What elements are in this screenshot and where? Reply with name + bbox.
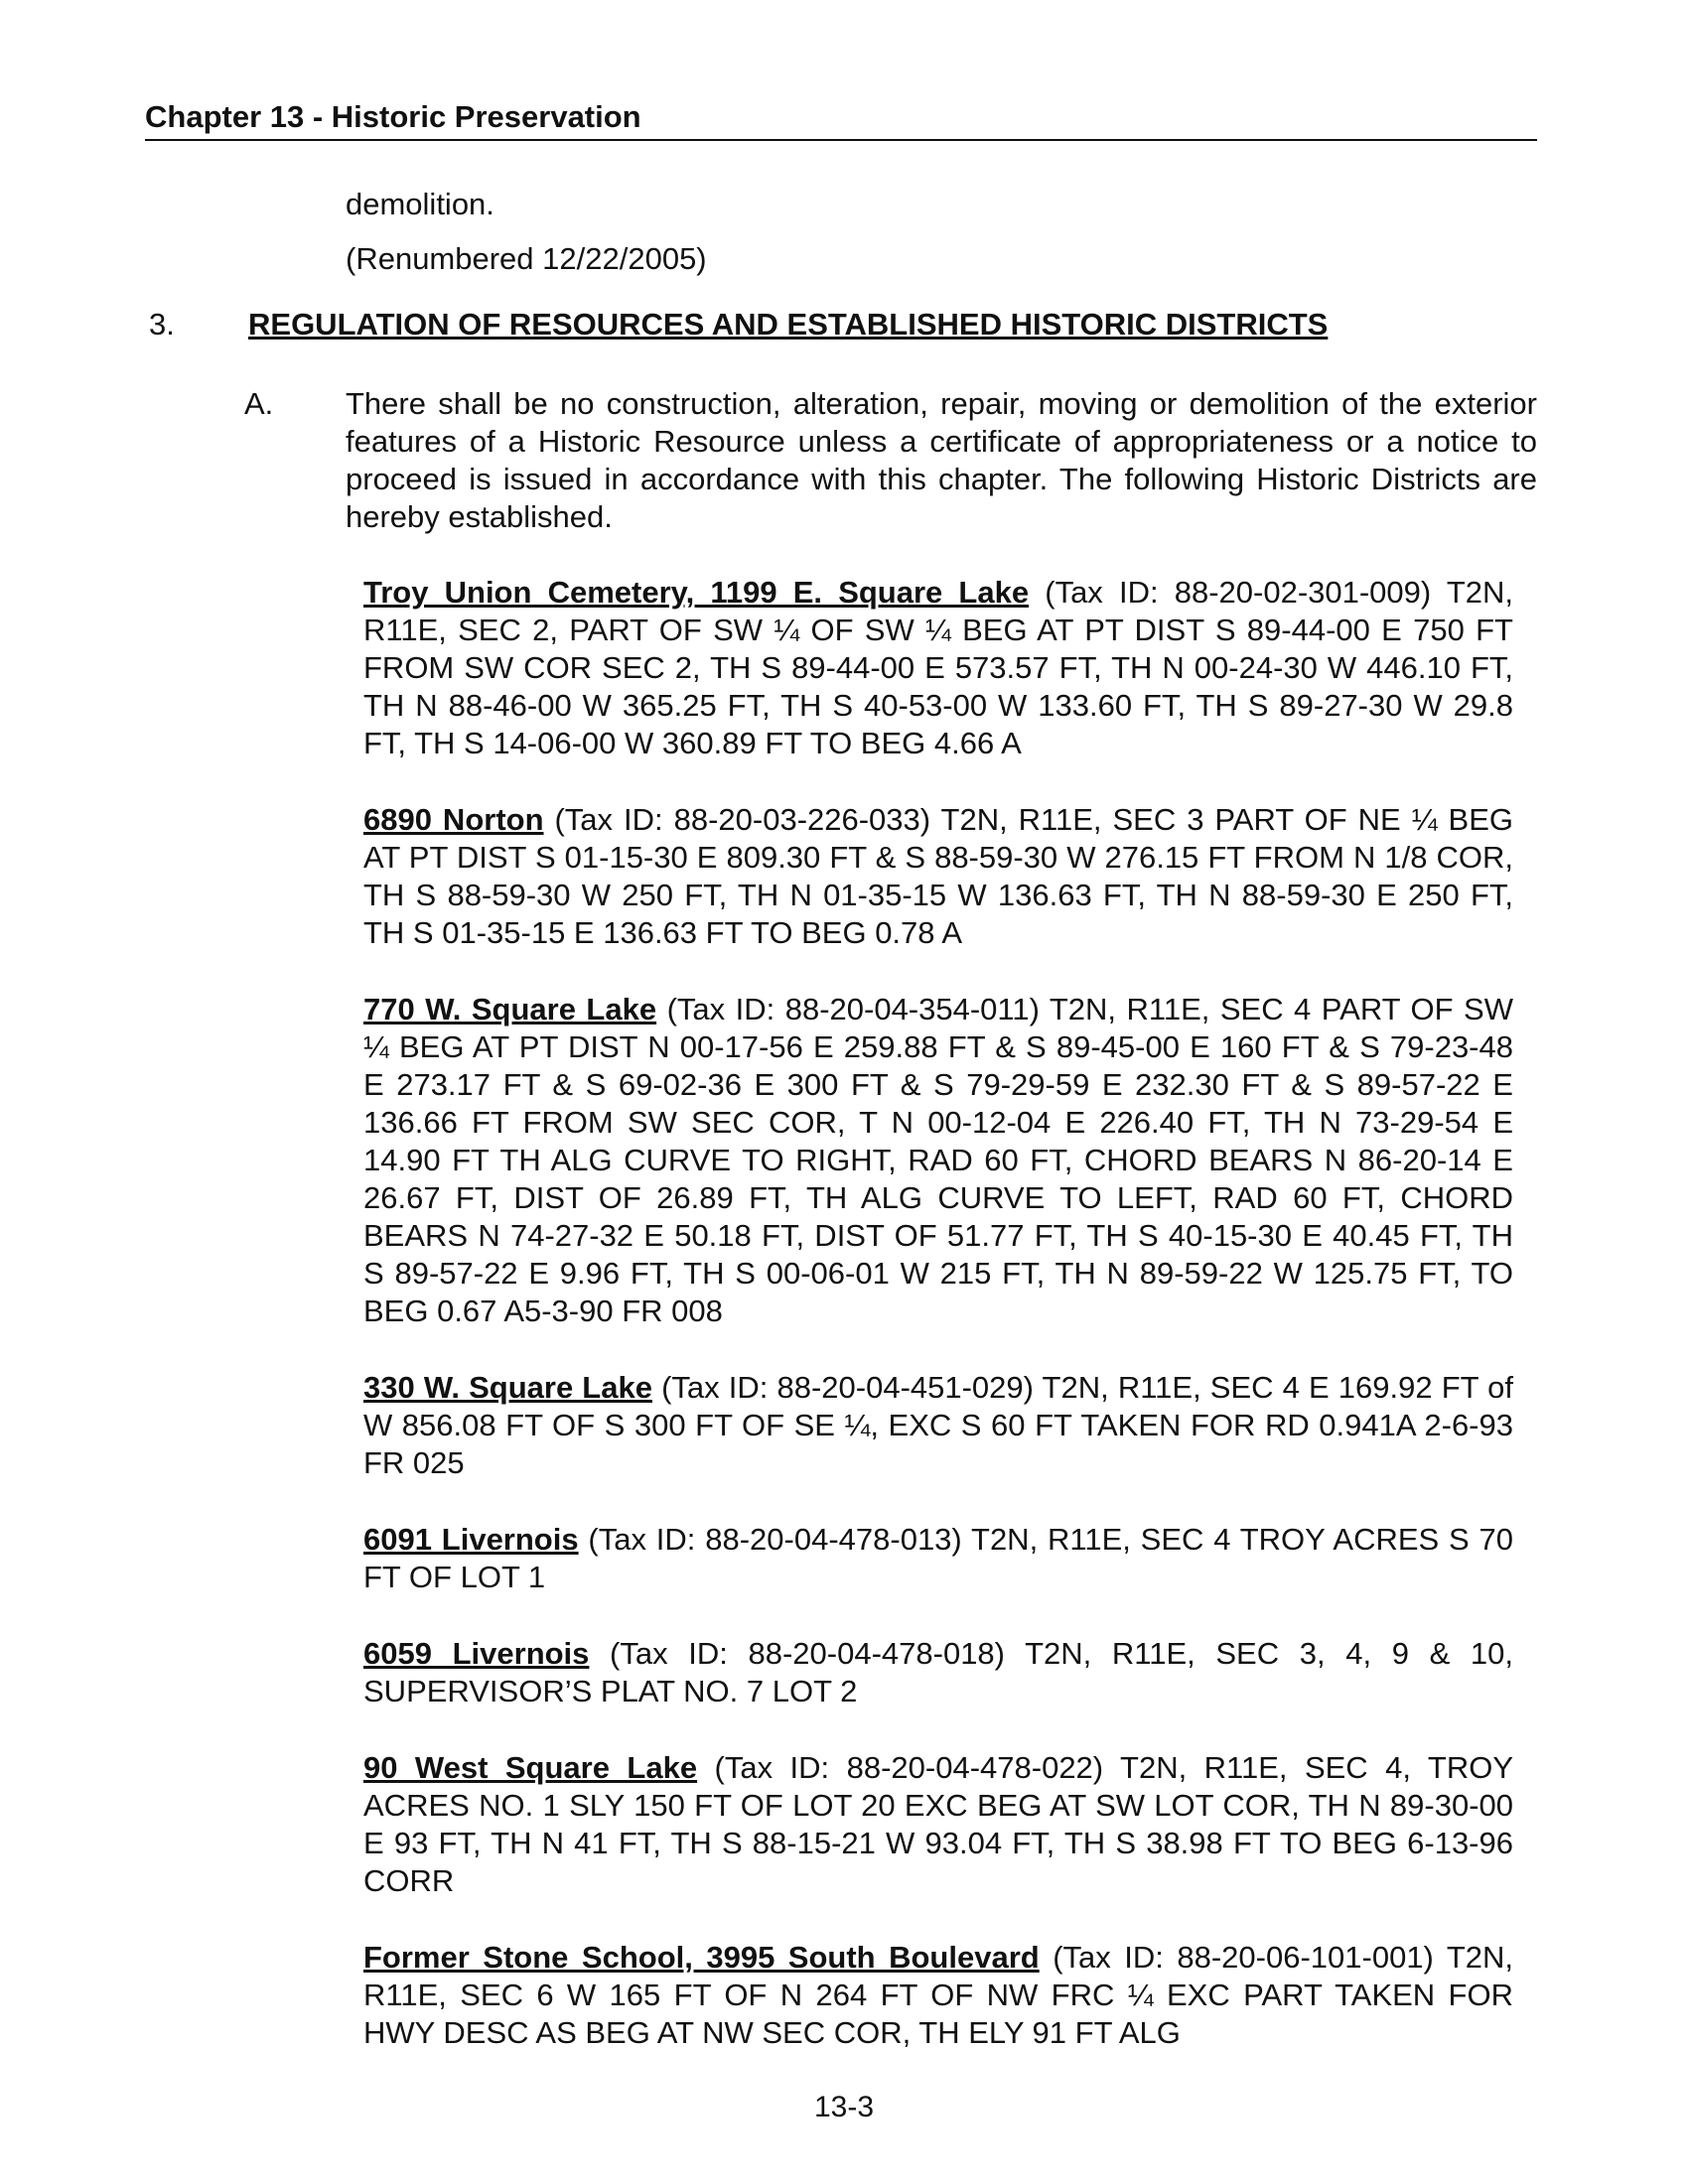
district-entry: [363, 1521, 1513, 1596]
district-entry: [363, 801, 1513, 952]
chapter-title: Chapter 13 - Historic Preservation: [145, 99, 641, 134]
district-entry: [363, 1635, 1513, 1710]
section-title: REGULATION OF RESOURCES AND ESTABLISHED HISTORIC DISTRICTS: [248, 307, 1329, 341]
section-number: 3.: [149, 307, 175, 341]
district-entry: [363, 1749, 1513, 1900]
district-description: (Tax ID: 88-20-02-301-009) T2N, R11E, SEC 2, PART OF SW ¼ OF SW ¼ BEG AT PT DIST S 89-44-00 E 750 FT FROM SW COR SEC 2, TH S 89-44-00 E 573.57 FT, TH N 00-24-30 W 446.10 FT, TH N 88-46-00 W 365.25 FT, TH S 40-53-00 W 133.60 FT, TH S 89-27-30 W 29.8 FT, TH S 14-06-00 W 360.89 FT TO BEG 4.66 A: [363, 575, 1513, 760]
paragraph-text: There shall be no construction, alteration, repair, moving or demolition of the exterior features of a Historic Resource unless a certificate of appropriateness or a notice to proceed is issued in accordance with this chapter. The following Historic Districts are hereby established.: [346, 386, 1537, 534]
district-description: (Tax ID: 88-20-04-478-013) T2N, R11E, SEC 4 TROY ACRES S 70 FT OF LOT 1: [363, 1522, 1513, 1594]
district-entry: [363, 574, 1513, 762]
district-description: (Tax ID: 88-20-04-478-018) T2N, R11E, SEC 3, 4, 9 & 10, SUPERVISOR’S PLAT NO. 7 LOT 2: [363, 1636, 1513, 1708]
district-name: 6059 Livernois: [363, 1636, 590, 1671]
district-description: (Tax ID: 88-20-06-101-001) T2N, R11E, SEC 6 W 165 FT OF N 264 FT OF NW FRC ¼ EXC PART TAKEN FOR HWY DESC AS BEG AT NW SEC COR, TH ELY 91 FT ALG: [363, 1940, 1513, 2050]
district-name: 770 W. Square Lake: [363, 992, 657, 1026]
district-name: 90 West Square Lake: [363, 1750, 698, 1785]
intro-line-renumbered: (Renumbered 12/22/2005): [346, 241, 707, 276]
intro-text: [346, 177, 707, 286]
district-description: (Tax ID: 88-20-04-354-011) T2N, R11E, SEC 4 PART OF SW ¼ BEG AT PT DIST N 00-17-56 E 259.88 FT & S 89-45-00 E 160 FT & S 79-23-48 E 273.17 FT & S 69-02-36 E 300 FT & S 79-29-59 E 232.30 FT & S 89-57-22 E 136.66 FT FROM SW SEC COR, T N 00-12-04 E 226.40 FT, TH N 73-29-54 E 14.90 FT TH ALG CURVE TO RIGHT, RAD 60 FT, CHORD BEARS N 86-20-14 E 26.67 FT, DIST OF 26.89 FT, TH ALG CURVE TO LEFT, RAD 60 FT, CHORD BEARS N 74-27-32 E 50.18 FT, DIST OF 51.77 FT, TH S 40-15-30 E 40.45 FT, TH S 89-57-22 E 9.96 FT, TH S 00-06-01 W 215 FT, TH N 89-59-22 W 125.75 FT, TO BEG 0.67 A5-3-90 FR 008: [363, 992, 1513, 1328]
paragraph-letter: A.: [244, 386, 274, 421]
intro-line-demolition: demolition.: [346, 187, 494, 221]
page-header: [145, 99, 1537, 141]
district-name: 6091 Livernois: [363, 1522, 579, 1557]
district-description: (Tax ID: 88-20-03-226-033) T2N, R11E, SEC 3 PART OF NE ¼ BEG AT PT DIST S 01-15-30 E 809.30 FT & S 88-59-30 W 276.15 FT FROM N 1/8 COR, TH S 88-59-30 W 250 FT, TH N 01-35-15 W 136.63 FT, TH N 88-59-30 E 250 FT, TH S 01-35-15 E 136.63 FT TO BEG 0.78 A: [363, 802, 1513, 950]
district-name: Troy Union Cemetery, 1199 E. Square Lake: [363, 575, 1030, 610]
district-description: (Tax ID: 88-20-04-451-029) T2N, R11E, SEC 4 E 169.92 FT of W 856.08 FT OF S 300 FT OF SE ¼, EXC S 60 FT TAKEN FOR RD 0.941A 2-6-93 FR 025: [363, 1370, 1513, 1480]
paragraph-a: [244, 385, 1537, 536]
historic-district-list: [363, 574, 1513, 2091]
district-name: 6890 Norton: [363, 802, 544, 837]
district-name: Former Stone School, 3995 South Boulevard: [363, 1940, 1040, 1975]
district-entry: [363, 1939, 1513, 2052]
district-entry: [363, 991, 1513, 1330]
district-entry: [363, 1369, 1513, 1482]
district-name: 330 W. Square Lake: [363, 1370, 652, 1405]
district-description: (Tax ID: 88-20-04-478-022) T2N, R11E, SEC 4, TROY ACRES NO. 1 SLY 150 FT OF LOT 20 EXC BEG AT SW LOT COR, TH N 89-30-00 E 93 FT, TH N 41 FT, TH S 88-15-21 W 93.04 FT, TH S 38.98 FT TO BEG 6-13-96 CORR: [363, 1750, 1513, 1898]
page-number: 13-3: [813, 2091, 875, 2123]
